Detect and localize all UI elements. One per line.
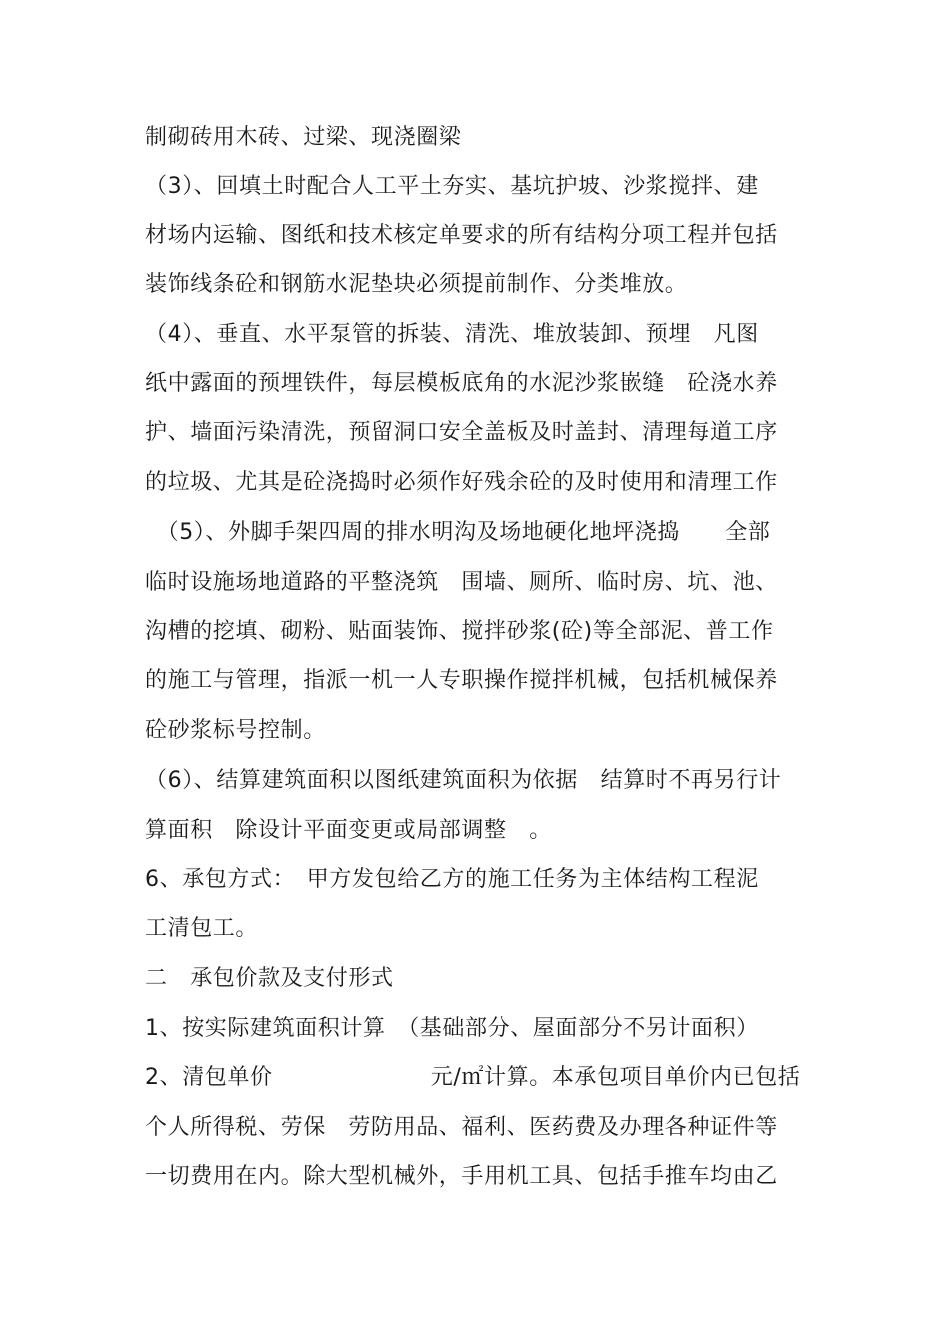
text-line-21: 个人所得税、劳保 劳防用品、福利、医药费及办理各种证件等	[145, 1115, 778, 1140]
text-line-20: 2、清包单价 元/㎡计算。本承包项目单价内已包括	[145, 1065, 801, 1090]
text-line-16: 6、承包方式： 甲方发包给乙方的施工任务为主体结构工程泥	[145, 867, 759, 892]
text-line-6: 纸中露面的预埋铁件，每层模板底角的水泥沙浆嵌缝 砼浇水养	[145, 371, 778, 396]
text-line-17: 工清包工。	[145, 916, 259, 941]
text-line-12: 的施工与管理，指派一机一人专职操作搅拌机械，包括机械保养	[145, 668, 778, 693]
text-line-14: （6）、结算建筑面积以图纸建筑面积为依据 结算时不再另行计	[145, 768, 782, 793]
text-line-5: （4）、垂直、水平泵管的拆装、清洗、堆放装卸、预埋 凡图	[145, 322, 759, 347]
text-line-9: （5）、外脚手架四周的排水明沟及场地硬化地坪浇捣 全部	[145, 520, 771, 545]
text-line-15: 算面积 除设计平面变更或局部调整 。	[145, 818, 552, 843]
text-line-18: 二 承包价款及支付形式	[145, 966, 394, 991]
text-line-8: 的垃圾、尤其是砼浇捣时必须作好残余砼的及时使用和清理工作	[145, 470, 778, 495]
text-line-2: （3）、回填土时配合人工平土夯实、基坑护坡、沙浆搅拌、建	[145, 174, 759, 199]
text-line-3: 材场内运输、图纸和技术核定单要求的所有结构分项工程并包括	[145, 223, 778, 248]
text-line-19: 1、按实际建筑面积计算 （基础部分、屋面部分不另计面积）	[145, 1016, 759, 1041]
text-line-7: 护、墙面污染清洗，预留洞口安全盖板及时盖封、清理每道工序	[145, 420, 778, 445]
text-line-13: 砼砂浆标号控制。	[145, 718, 326, 743]
text-line-10: 临时设施场地道路的平整浇筑 围墙、厕所、临时房、坑、池、	[145, 570, 778, 595]
text-line-11: 沟槽的挖填、砌粉、贴面装饰、搅拌砂浆(砼)等全部泥、普工作	[145, 619, 774, 644]
text-line-1: 制砌砖用木砖、过梁、现浇圈梁	[145, 125, 462, 150]
text-line-4: 装饰线条砼和钢筋水泥垫块必须提前制作、分类堆放。	[145, 272, 688, 297]
text-line-22: 一切费用在内。除大型机械外，手用机工具、包括手推车均由乙	[145, 1164, 778, 1189]
